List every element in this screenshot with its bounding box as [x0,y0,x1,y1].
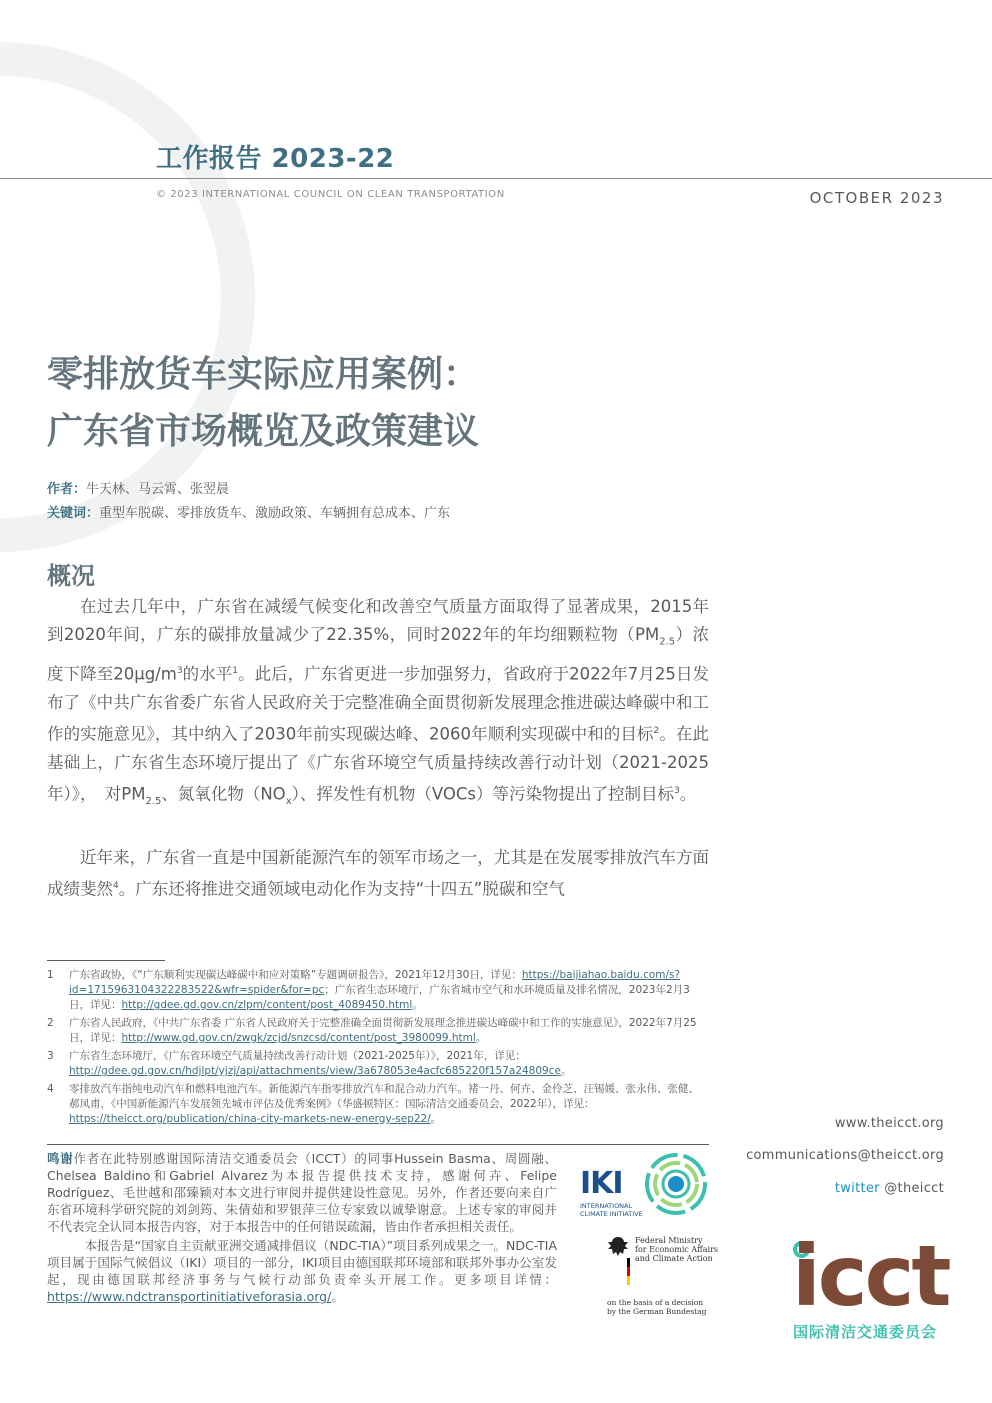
ack-label: 鸣谢 [47,1151,74,1166]
email-link[interactable]: communications@theicct.org [746,1148,944,1163]
keywords-label: 关键词： [47,506,100,521]
body-text [47,593,709,816]
footnote-4: 4 零排放汽车指纯电动汽车和燃料电池汽车。新能源汽车指零排放汽车和混合动力汽车。褚一丹、何卉、金伶芝、汪锡媛、张永伟、张健、郝凤甫，《中国新能源汽车发展领先城市评估及优秀案例》（华盛顿特区：国际清洁交通委员会，2022年），详见：https://theicct.org/publication/china-city-markets-new-energy-sep22/。 [47,1083,699,1125]
footnote-3: 3 广东省生态环境厅，《广东省环境空气质量持续改善行动计划（2021-2025年）》，2021年，详见：http://gdee.gd.gov.cn/hdjlpt/yjzj/api/attachments/view/3a678053e4acfc685220f157a24809ce。 [47,1050,572,1077]
header-rule [0,178,992,179]
footnote-rule [47,960,165,961]
paragraph-1: 在过去几年中，广东省在减缓气候变化和改善空气质量方面取得了显著成果，2015年到2020年间，广东的碳排放量减少了22.35%，同时2022年的年均细颗粒物$(PM_{2.5})$浓度下降至$20\mu g/m^3$的水平$^1$。此后，广东省更进一步加强努力，省政府于2022年7月25日发布了《中共广东省委广东省人民政府关于完整准确全面贯彻新发展理念推进碳达峰碳中和工作的实施意见》，其中纳入了2030年前实现碳达峰、2060年顺利实现碳中和的目标$^2$。在此基础上，广东省生态环境厅提出了《广东省环境空气质量持续改善行动计划（2021-2025年）》， 对$PM_{2.5}$、氮氧化物$(NO_x)$、挥发性有机物（VOCs）等污染物提出了控制目标$^3$。 [47,597,710,807]
title-line-1: 零排放货车实际应用案例： [47,354,480,395]
twitter-link[interactable] [835,1181,944,1196]
authors-line [47,478,229,497]
acknowledgements [47,1150,557,1305]
twitter-handle: @theicct [884,1181,944,1196]
ack-rule [47,1144,709,1145]
bundestag-note: on the basis of a decision by the German Bundestag [607,1298,707,1316]
report-series: 工作报告 2023-22 [156,144,395,174]
footnote-1: 1 广东省政协，《“广东顺利实现碳达峰碳中和应对策略”专题调研报告》，2021年12月30日，详见：https://baijiahao.baidu.com/s?id=1715963104322283522&wfr=spider&for=pc；广东省生态环境厅，广东省城市空气和水环境质量及排名情况，2023年2月3日，详见：http://gdee.gd.gov.cn/zlpm/content/post_4089450.html。 [47,969,690,1011]
keywords-line [47,502,450,521]
footnotes [47,968,707,1130]
twitter-label: twitter [834,1181,880,1196]
iki-logo-subtitle: INTERNATIONAL CLIMATE INITIATIVE [580,1202,643,1218]
body-text-2 [47,844,709,904]
copyright-line: © 2023 INTERNATIONAL COUNCIL ON CLEAN TRANSPORTATION [156,189,505,200]
footnote-ref-3[interactable]: 3 [673,786,680,797]
iki-globe-icon [644,1152,708,1216]
footnote-link[interactable]: http://gdee.gd.gov.cn/zlpm/content/post_4089450.html [121,999,413,1011]
authors-label: 作者： [47,482,87,497]
publication-date: OCTOBER 2023 [809,189,944,207]
footnote-link[interactable]: https://theicct.org/publication/china-city-markets-new-energy-sep22/ [69,1113,431,1125]
website-link[interactable]: www.theicct.org [834,1116,944,1131]
footnote-ref-4[interactable]: 4 [113,881,119,892]
report-title [47,346,479,460]
decorative-arc [0,42,255,552]
footnote-link[interactable]: http://www.gd.gov.cn/zwgk/zcjd/snzcsd/content/post_3980099.html [121,1032,476,1044]
ministry-name: Federal Ministry for Economic Affairs and Climate Action [635,1236,718,1263]
authors: 牛天林、马云霄、张翌晨 [86,482,230,497]
footnote-2: 2 广东省人民政府，《中共广东省委 广东省人民政府关于完整准确全面贯彻新发展理念推进碳达峰碳中和工作的实施意见》，2022年7月25日，详见：http://www.gd.gov.cn/zwgk/zcjd/snzcsd/content/post_3980099.html。 [47,1017,697,1044]
icct-chinese-name: 国际清洁交通委员会 [793,1323,938,1341]
footnote-ref-2[interactable]: 2 [653,725,660,736]
footnote-link[interactable]: https://baijiahao.baidu.com/s?id=1715963104322283522&wfr=spider&for=pc [69,969,681,996]
german-eagle-icon [605,1234,631,1286]
title-line-2: 广东省市场概览及政策建议 [47,411,480,452]
footnote-ref-1[interactable]: 1 [232,665,239,676]
footnote-link[interactable]: http://gdee.gd.gov.cn/hdjlpt/yjzj/api/attachments/view/3a678053e4acfc685220f157a24809ce [69,1065,561,1077]
project-link[interactable]: https://www.ndctransportinitiativeforasia.org/ [47,1289,332,1304]
ack-paragraph-2: 本报告是“国家自主贡献亚洲交通减排倡议（NDC-TIA）”项目系列成果之一。NDC-TIA项目属于国际气候倡议（IKI）项目的一部分，IKI项目由德国联邦环境部和联邦外事办公室发起，现由德国联邦经济事务与气候行动部负责牵头开展工作。更多项目详情：https://www.ndctransportinitiativeforasia.org/。 [47,1238,557,1304]
ack-paragraph-1: 鸣谢作者在此特别感谢国际清洁交通委员会（ICCT）的同事Hussein Basma、周圆融、Chelsea Baldino和Gabriel Alvarez为本报告提供技术支持，感谢何卉、Felipe Rodríguez、毛世越和邵臻颖对本文进行审阅并提供建设性意见。另外，作者还要向来自广东省环境科学研究院的刘剑筠、朱倩茹和罗银萍三位专家致以诚挚谢意。上述专家的审阅并不代表完全认同本报告内容，对于本报告中的任何错误疏漏，皆由作者承担相关责任。 [47,1151,557,1234]
section-heading: 概况 [47,562,95,590]
iki-logo-text: IKI [580,1166,623,1201]
icct-logo: icct [792,1227,949,1325]
paragraph-2: 近年来，广东省一直是中国新能源汽车的领军市场之一，尤其是在发展零排放汽车方面成绩斐然$^4$。广东还将推进交通领域电动化作为支持“十四五”脱碳和空气 [47,848,709,899]
keywords: 重型车脱碳、零排放货车、激励政策、车辆拥有总成本、广东 [99,506,451,521]
